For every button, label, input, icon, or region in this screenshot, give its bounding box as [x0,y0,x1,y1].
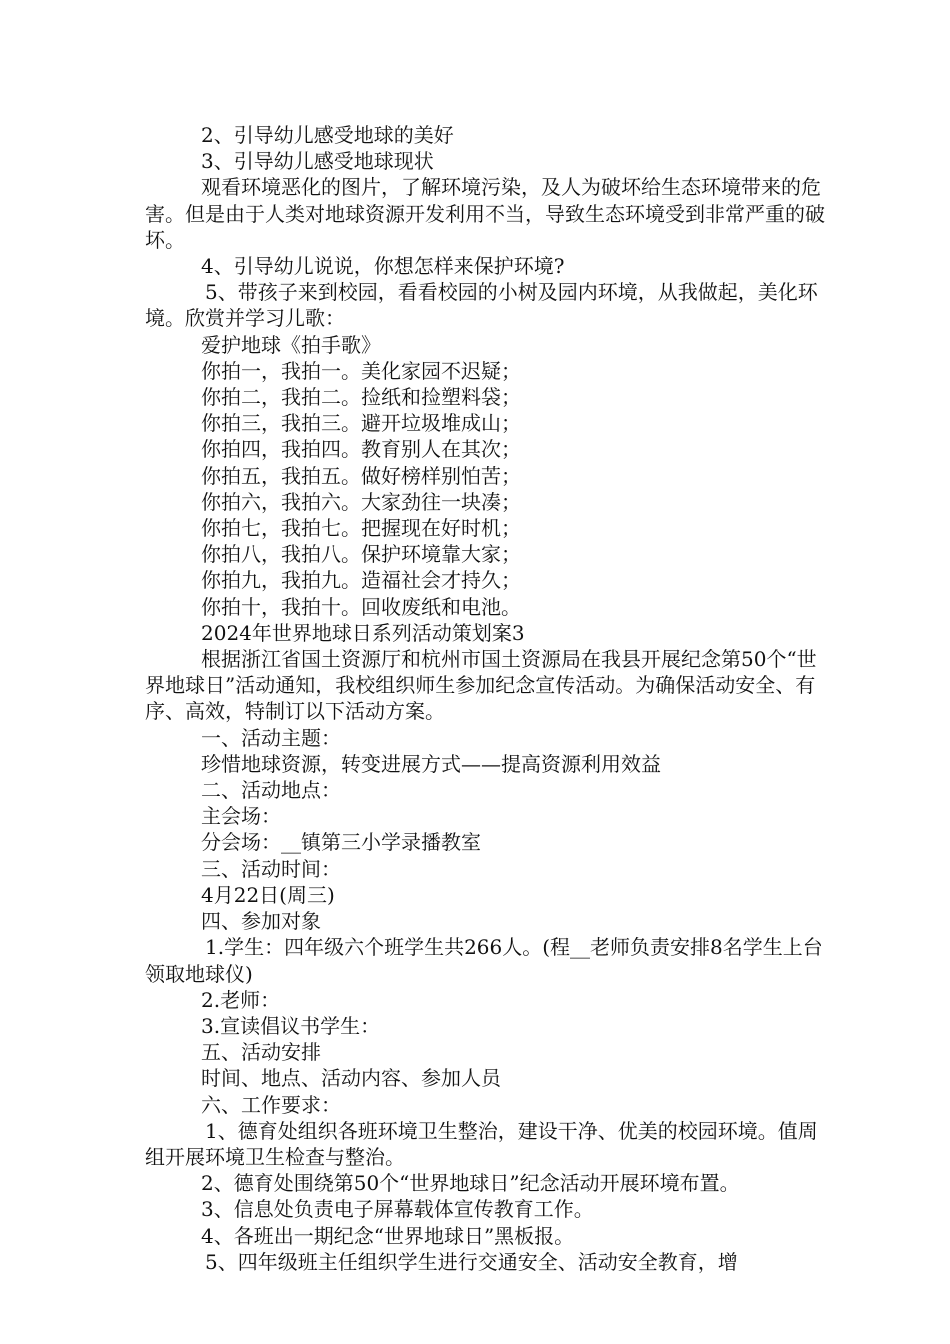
paragraph: 4、各班出一期纪念“世界地球日”黑板报。 [201,1223,575,1248]
paragraph: 3.宣读倡议书学生： [201,1013,381,1038]
paragraph: 主会场： [201,804,281,829]
paragraph: 二、活动地点： [201,778,341,803]
paragraph: 你拍六，我拍六。大家劲往一块凑； [201,489,521,514]
paragraph: 三、活动时间： [201,856,341,881]
paragraph: 1.学生：四年级六个班学生共266人。(程__老师负责安排8名学生上台领取地球仪) [145,935,823,986]
paragraph: 1、德育处组织各班环境卫生整治，建设干净、优美的校园环境。值周组开展环境卫生检查与整治。 [145,1118,818,1169]
paragraph: 时间、地点、活动内容、参加人员 [201,1066,501,1091]
paragraph: 爱护地球《拍手歌》 [201,332,381,357]
paragraph: 2.老师： [201,987,281,1012]
paragraph: 4、引导幼儿说说，你想怎样来保护环境? [201,254,565,279]
paragraph: 观看环境恶化的图片，了解环境污染，及人为破坏给生态环境带来的危害。但是由于人类对地球资源开发利用不当，导致生态环境受到非常严重的破坏。 [145,175,825,252]
paragraph: 2024年世界地球日系列活动策划案3 [201,620,525,645]
paragraph: 分会场：__镇第三小学录播教室 [201,830,481,855]
paragraph: 你拍三，我拍三。避开垃圾堆成山； [201,411,521,436]
paragraph: 六、工作要求： [201,1092,341,1117]
paragraph: 5、四年级班主任组织学生进行交通安全、活动安全教育，增 [205,1249,738,1274]
paragraph: 3、引导幼儿感受地球现状 [201,149,434,174]
paragraph: 五、活动安排 [201,1040,321,1065]
paragraph: 你拍十，我拍十。回收废纸和电池。 [201,594,521,619]
paragraph: 你拍四，我拍四。教育别人在其次； [201,437,521,462]
paragraph: 根据浙江省国土资源厅和杭州市国土资源局在我县开展纪念第50个“世界地球日”活动通知，我校组织师生参加纪念宣传活动。为确保活动安全、有序、高效，特制订以下活动方案。 [145,647,817,724]
paragraph: 四、参加对象 [201,909,321,934]
paragraph: 你拍五，我拍五。做好榜样别怕苦； [201,463,521,488]
paragraph: 你拍二，我拍二。捡纸和捡塑料袋； [201,385,521,410]
paragraph: 5、带孩子来到校园，看看校园的小树及园内环境，从我做起，美化环境。欣赏并学习儿歌： [145,280,818,331]
paragraph: 2、引导幼儿感受地球的美好 [201,123,454,147]
paragraph: 你拍七，我拍七。把握现在好时机； [201,516,521,541]
paragraph: 你拍八，我拍八。保护环境靠大家； [201,542,521,567]
paragraph: 2、德育处围绕第50个“世界地球日”纪念活动开展环境布置。 [201,1171,740,1196]
paragraph: 珍惜地球资源，转变进展方式——提高资源利用效益 [201,751,661,776]
paragraph: 你拍九，我拍九。造福社会才持久； [201,568,521,593]
paragraph: 4月22日(周三) [201,882,335,907]
paragraph: 3、信息处负责电子屏幕载体宣传教育工作。 [201,1197,594,1222]
paragraph: 一、活动主题： [201,725,341,750]
document-body [145,122,825,1275]
paragraph: 你拍一，我拍一。美化家园不迟疑； [201,358,521,383]
